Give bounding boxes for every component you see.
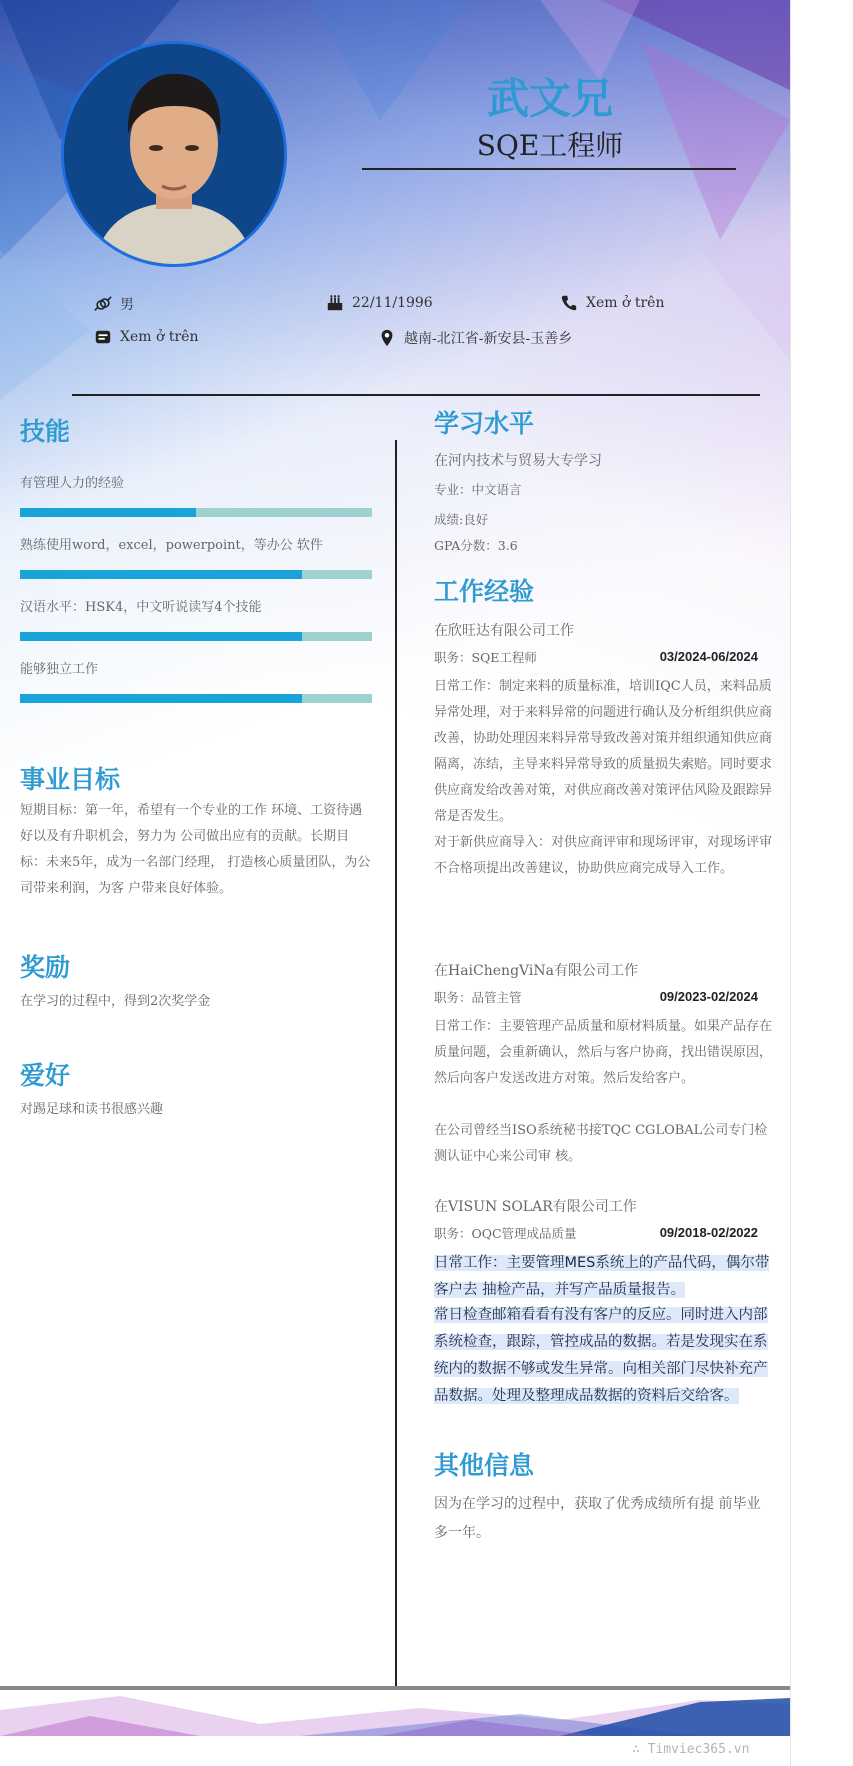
candidate-name: 武文兄	[486, 74, 613, 123]
address-value: 越南-北江省-新安县-玉善乡	[404, 331, 573, 347]
email-value[interactable]: Xem ở trên	[120, 329, 199, 345]
gender-info	[94, 294, 134, 314]
job-duty: 日常工作：主要管理产品质量和原材料质量。如果产品存在 质量问题，会重新确认，然后与客户协商，找出错误原因，然后向客户发送改进方对策。然后发给客户。	[434, 1019, 773, 1086]
other-info-heading: 其他信息	[434, 1451, 535, 1480]
watermark-text: Timviec365.vn	[647, 1742, 750, 1757]
hobbies-heading: 爱好	[20, 1061, 71, 1090]
email-icon	[94, 328, 112, 346]
career-goal-heading: 事业目标	[20, 765, 121, 794]
job-role: 职务：OQC管理成品质量	[434, 1226, 577, 1241]
skill-label: 能够独立工作	[20, 662, 99, 677]
job-period: 09/2023-02/2024	[659, 989, 758, 1004]
highlighted-text: 日常工作：主要管理MES系统上的产品代码，偶尔带客户去 抽检产品，并写产品质量报告。	[434, 1255, 770, 1298]
education-gpa: GPA分数：3.6	[434, 538, 518, 553]
skill-fill	[20, 694, 302, 703]
other-info-text: 因为在学习的过程中，获取了优秀成绩所有提 前毕业多一年。	[434, 1496, 761, 1541]
job-duty: 在公司曾经当ISO系统秘书接TQC CGLOBAL公司专门检测认证中心来公司审 核。	[434, 1123, 768, 1164]
skill-bar	[20, 508, 372, 517]
profile-photo	[61, 41, 287, 267]
birthday-value: 22/11/1996	[352, 295, 433, 311]
skill-fill	[20, 570, 302, 579]
awards-text: 在学习的过程中，得到2次奖学金	[20, 994, 211, 1009]
phone-value[interactable]: Xem ở trên	[586, 295, 665, 311]
phone-info	[560, 294, 664, 312]
birthday-info	[326, 294, 433, 312]
education-grade: 成绩:良好	[434, 512, 489, 527]
address-info	[378, 328, 572, 348]
page-edge	[790, 0, 791, 1766]
skills-heading: 技能	[20, 417, 71, 446]
header-divider	[72, 394, 760, 396]
education-school: 在河内技术与贸易大专学习	[434, 453, 602, 469]
column-divider	[395, 440, 397, 1700]
job-role: 职务：品管主管	[434, 990, 522, 1005]
job-company: 在欣旺达有限公司工作	[434, 623, 574, 639]
job-company: 在VISUN SOLAR有限公司工作	[434, 1199, 637, 1215]
phone-icon	[560, 294, 578, 312]
footer-decoration	[0, 1690, 790, 1736]
location-pin-icon	[378, 329, 396, 347]
job-duty: 对于新供应商导入：对供应商评审和现场评审，对现场评审不合格项提出改善建议，协助供应商完成导入工作。	[434, 835, 773, 876]
awards-heading: 奖励	[20, 953, 71, 982]
education-heading: 学习水平	[434, 409, 535, 438]
skill-label: 汉语水平：HSK4，中文听说读写4个技能	[20, 600, 262, 615]
skill-bar	[20, 632, 372, 641]
candidate-title: SQE工程师	[476, 129, 624, 162]
hobbies-text: 对踢足球和读书很感兴趣	[20, 1102, 164, 1117]
job-role: 职务：SQE工程师	[434, 650, 537, 665]
skill-bar	[20, 694, 372, 703]
email-info	[94, 328, 198, 346]
gender-icon	[94, 295, 112, 313]
portrait-image	[64, 44, 284, 264]
job-company: 在HaiChengViNa有限公司工作	[434, 963, 638, 979]
career-goal-text: 短期目标：第一年，希望有一个专业的工作 环境、工资待遇好以及有升职机会，努力为 公司做出应有的贡献。长期目标：未来5年，成为一名部门经理， 打造核心质量团队，为公司带来利润，为客 户带来良好体验。	[20, 803, 371, 896]
skill-fill	[20, 508, 196, 517]
experience-heading: 工作经验	[434, 577, 535, 606]
skill-label: 熟练使用word，excel，powerpoint，等办公 软件	[20, 538, 323, 553]
education-major: 专业：中文语言	[434, 482, 522, 497]
job-duty: 日常工作：制定来料的质量标准，培训IQC人员，来料品质异常处理，对于来料异常的问题进行确认及分析组织供应商改善，协助处理因来料异常导致改善对策并组织通知供应商隔离，冻结，主导来料异常导致的质量损失索赔。同时要求供应商发给改善对策，对供应商改善对策评估风险及跟踪异常是否发生。	[434, 679, 773, 824]
highlighted-text: 常日检查邮箱看看有没有客户的反应。同时进入内部系统检查，跟踪，管控成品的数据。若是发现实在系统内的数据不够或发生异常。向相关部门尽快补充产品数据。处理及整理成品数据的资料后交给客。	[434, 1307, 768, 1404]
job-duty-highlight	[434, 1302, 774, 1410]
birthday-cake-icon	[326, 294, 344, 312]
site-watermark: ∴ Timviec365.vn	[632, 1742, 750, 1757]
job-duty-highlight	[434, 1250, 774, 1304]
skill-label: 有管理人力的经验	[20, 476, 125, 491]
skill-fill	[20, 632, 302, 641]
skill-bar	[20, 570, 372, 579]
job-period: 03/2024-06/2024	[659, 649, 758, 664]
title-underline	[362, 168, 736, 170]
job-period: 09/2018-02/2022	[659, 1225, 758, 1240]
gender-value: 男	[120, 297, 134, 313]
